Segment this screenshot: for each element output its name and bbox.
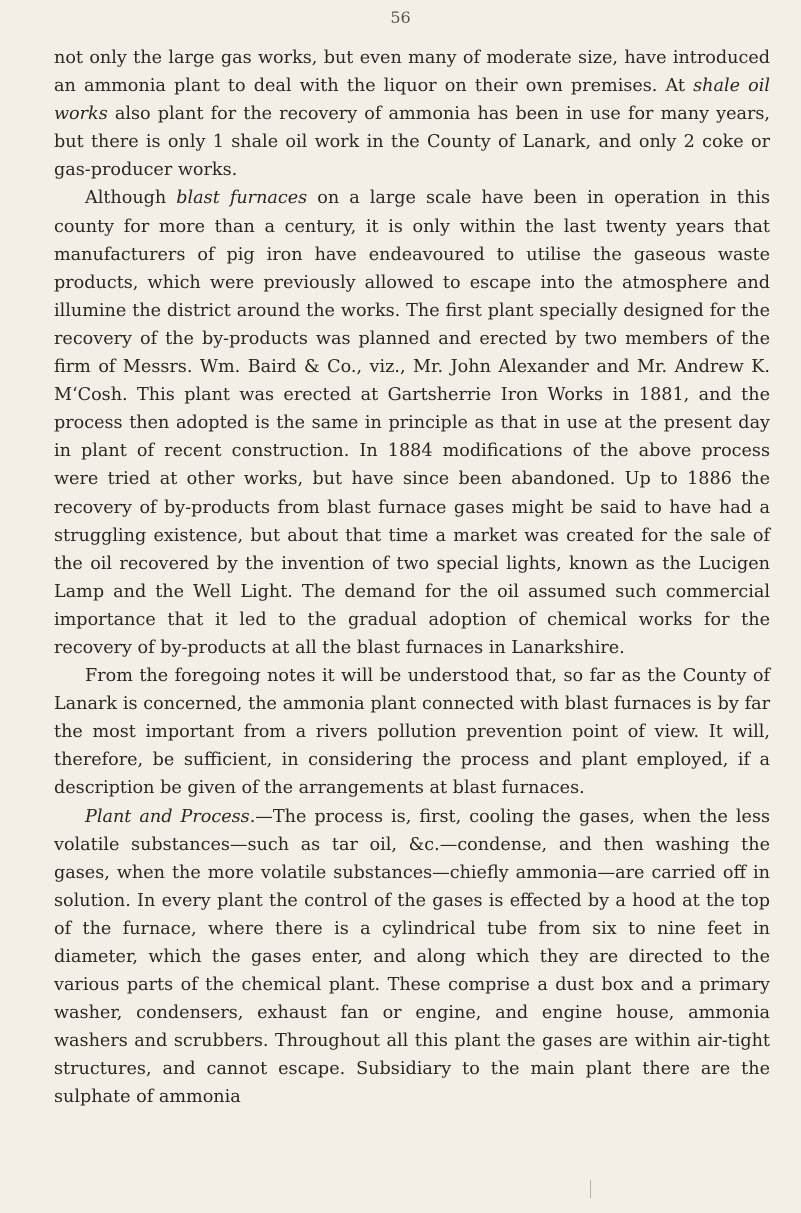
- page-number: 56: [390, 8, 411, 27]
- stray-print-mark: [590, 1180, 591, 1198]
- paragraph-foregoing-notes: [54, 662, 770, 802]
- paragraph-shale-oil: [54, 44, 770, 184]
- paragraph-blast-furnaces: [54, 184, 770, 662]
- paragraph-text: not only the large gas works, but even many of moderate size, have introduced an ammonia plant to deal with the liquor on their own premises. At: [54, 48, 770, 97]
- paragraph-text: From the foregoing notes it will be understood that, so far as the County of Lanark is concerned, the ammonia plant connected with blast furnaces is by far the most important from a rivers pollution prevention point of view. It will, therefore, be sufficient, in considering the process and plant employed, if a description be given of the arrangements at blast furnaces.: [54, 666, 770, 799]
- section-heading: Plant and Process.: [85, 806, 256, 827]
- paragraph-plant-and-process: [54, 803, 770, 1112]
- italic-term: shale oil works: [54, 76, 770, 125]
- italic-term: blast furnaces: [176, 188, 308, 209]
- paragraph-text: —The process is, first, cooling the gases, when the less volatile substances—such as tar oil, &c.—condense, and then washing the gases, when the more volatile substances—chiefly ammonia—are carried off in solution. In every plant the control of the gases is effected by a hood at the top of the furnace, where there is a cylindrical tube from six to nine feet in diameter, which the gases enter, and along which they are directed to the various parts of the chemical plant. These comprise a dust box and a primary washer, condensers, exhaust fan or engine, and engine house, ammonia washers and scrubbers. Throughout all this plant the gases are within air-tight structures, and cannot escape. Subsidiary to the main plant there are the sulphate of ammonia: [54, 806, 770, 1108]
- paragraph-text: also plant for the recovery of ammonia has been in use for many years, but there is only 1 shale oil work in the County of Lanark, and only 2 coke or gas-producer works.: [54, 104, 770, 181]
- paragraph-text: on a large scale have been in operation in this county for more than a century, it is only within the last twenty years that manufacturers of pig iron have endeavoured to utilise the gaseous waste products, which were previously allowed to escape into the atmosphere and illumine the district around the works. The first plant specially designed for the recovery of the by-products was planned and erected by two members of the firm of Messrs. Wm. Baird & Co., viz., Mr. John Alexander and Mr. Andrew K. M‘Cosh. This plant was erected at Gartsherrie Iron Works in 1881, and the process then adopted is the same in principle as that in use at the present day in plant of recent construction. In 1884 modifications of the above process were tried at other works, but have since been abandoned. Up to 1886 the recovery of by-products from blast furnace gases might be said to have had a struggling existence, but about that time a market was created for the sale of the oil recovered by the invention of two special lights, known as the Lucigen Lamp and the Well Light. The demand for the oil assumed such commercial importance that it led to the gradual adoption of chemical works for the recovery of by-products at all the blast furnaces in Lanarkshire.: [54, 188, 770, 658]
- body-text: [54, 44, 770, 1112]
- paragraph-text: Although: [85, 188, 177, 209]
